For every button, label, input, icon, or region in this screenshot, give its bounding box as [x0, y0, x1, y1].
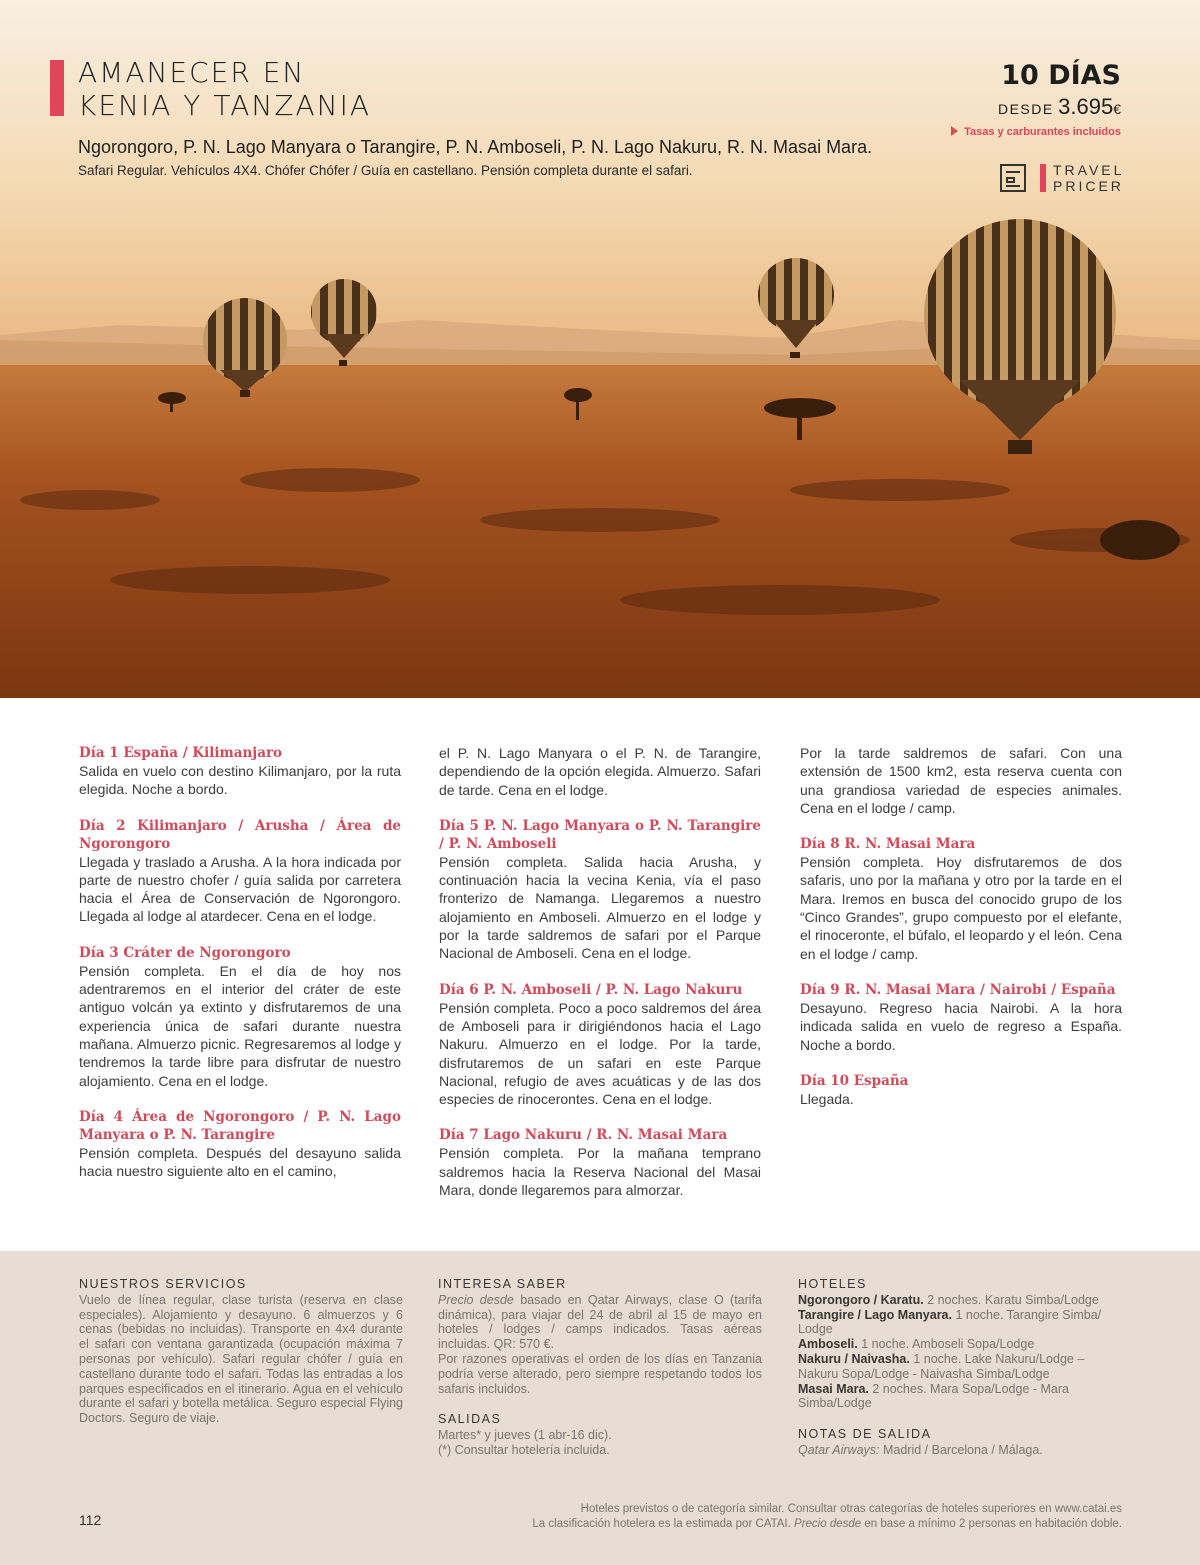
- day-text: el P. N. Lago Manyara o el P. N. de Tarangire, dependiendo de la opción elegida. Almuerzo. Safari de tarde. Cena en el lodge.: [439, 745, 761, 798]
- itinerary-column-3: [800, 744, 1122, 1126]
- hotel-entry: Ngorongoro / Karatu. 2 noches. Karatu Simba/Lodge: [798, 1292, 1099, 1307]
- pricer-line-1: TRAVEL: [1053, 162, 1125, 178]
- good-to-know-text-2: Por razones operativas el orden de los días en Tanzania podría verse alterado, pero siempre respetando todos los safaris incluidos.: [438, 1351, 762, 1396]
- taxes-included-note: [951, 126, 1121, 138]
- footer-note-line-1: Hoteles previstos o de categoría similar. Consultar otras categorías de hoteles superiores en www.catai.es: [580, 1503, 1122, 1515]
- day-title: Día 6 P. N. Amboseli / P. N. Lago Nakuru: [439, 981, 743, 998]
- itinerary-day-3: [79, 944, 401, 1090]
- trip-duration: 10 DÍAS: [1001, 60, 1121, 91]
- hotel-entry: Tarangire / Lago Manyara. 1 noche. Tarangire Simba/ Lodge: [798, 1307, 1102, 1337]
- day-title: Día 7 Lago Nakuru / R. N. Masai Mara: [439, 1127, 728, 1144]
- price-line: [998, 94, 1121, 120]
- good-to-know-heading: INTERESA SABER: [438, 1277, 567, 1291]
- day-title: Día 9 R. N. Masai Mara / Nairobi / España: [800, 981, 1116, 998]
- footer-note-line-2: La clasificación hotelera es la estimada por CATAI. Precio desde en base a mínimo 2 personas en habitación doble.: [532, 1518, 1122, 1530]
- itinerary-column-1: [79, 744, 401, 1198]
- title-line-2: KENIA Y TANZANIA: [78, 89, 372, 122]
- day-text: Llegada.: [800, 1090, 854, 1107]
- day-text: Llegada y traslado a Arusha. A la hora indicada por parte de nuestro chofer / guía salida por carretera hacia el Área de Conservación de Ngorongoro. Llegada al lodge al atardecer. Cena en el lodge.: [79, 853, 401, 925]
- taxes-included-text: Tasas y carburantes incluidos: [964, 126, 1121, 138]
- footer-note: [532, 1502, 1122, 1532]
- day-text: Pensión completa. Después del desayuno salida hacia nuestro siguiente alto en el camino,: [79, 1144, 401, 1180]
- services-heading: NUESTROS SERVICIOS: [79, 1277, 247, 1291]
- price-desde-label: DESDE: [997, 101, 1054, 117]
- day-text: Salida en vuelo con destino Kilimanjaro, por la ruta elegida. Noche a bordo.: [79, 763, 401, 798]
- day-title: Día 2 Kilimanjaro / Arusha / Área de Ngorongoro: [79, 817, 401, 852]
- itinerary-day-5: [439, 817, 761, 963]
- hotels-column: [798, 1277, 1122, 1458]
- calculator-icon: [1000, 164, 1026, 192]
- itinerary-day-9: [800, 981, 1122, 1054]
- itinerary-day-6: [439, 981, 761, 1109]
- pricer-line-2: PRICER: [1053, 178, 1124, 194]
- itinerary-day-4: [79, 1108, 401, 1181]
- good-to-know-text: Precio desde basado en Qatar Airways, clase O (tarifa dinámica), para viajar del 24 de abril al 15 de mayo en hoteles / lodges / camps indicados. Tasas aéreas incluidas. QR: 570 €.: [438, 1292, 762, 1352]
- price-currency: €: [1113, 101, 1121, 117]
- day-text: Pensión completa. Por la mañana temprano saldremos hacia la Reserva Nacional del Masai Mara, donde llegaremos para almorzar.: [439, 1145, 761, 1199]
- day-text: Por la tarde saldremos de safari. Con una extensión de 1500 km2, esta reserva cuenta con una grandiosa variedad de especies animales. Cena en el lodge / camp.: [800, 745, 1122, 816]
- day-text: Pensión completa. Hoy disfrutaremos de dos safaris, uno por la mañana y otro por la tarde en el Mara. Iremos en busca del conocido grupo de los “Cinco Grandes”, grupo compuesto por el elefante, el rinoceronte, el búfalo, el leopardo y el león. Cena en el lodge / camp.: [800, 854, 1122, 962]
- day-text: Pensión completa. Poco a poco saldremos del área de Amboseli para ir dirigiéndonos hacia el Lago Nakuru. Almuerzo en el lodge. Por la tarde, disfrutaremos de un safari en este Parque Nacional, refugio de aves acuáticas y de las dos especies de rinocerontes. Cena en el lodge.: [439, 999, 761, 1108]
- itinerary-day-4-continued: [439, 744, 761, 799]
- hotel-entry: Amboseli. 1 noche. Amboseli Sopa/Lodge: [798, 1337, 1035, 1352]
- day-title: Día 1 España / Kilimanjaro: [79, 745, 283, 761]
- day-title: Día 3 Cráter de Ngorongoro: [79, 944, 291, 961]
- day-text: Pensión completa. Salida hacia Arusha, y continuación hacia la vecina Kenia, vía el paso fronterizo de Namanga. Llegaremos a nuestro alojamiento en Amboseli. Almuerzo en el lodge y por la tarde saldremos de safari por el Parque Nacional de Amboseli. Cena en el lodge.: [439, 853, 761, 962]
- pricer-accent-bar: [1040, 164, 1046, 192]
- arrow-right-icon: [951, 126, 958, 136]
- itinerary-day-1: [79, 744, 401, 799]
- itinerary-column-2: [439, 744, 761, 1217]
- departures-text: Martes* y jueves (1 abr-16 dic).: [438, 1428, 612, 1443]
- day-text: Pensión completa. En el día de hoy nos adentraremos en el interior del cráter de este antiguo volcán ya extinto y disfrutaremos de una experiencia única de safari durante nuestra mañana. Almuerzo picnic. Regresaremos al lodge y tendremos la tarde libre para disfrutar de nuestro alojamiento. Cena en el lodge.: [79, 962, 401, 1089]
- hotel-entry: Nakuru / Naivasha. 1 noche. Lake Nakuru/Lodge – Nakuru Sopa/Lodge - Naivasha Simba/Lodge: [798, 1351, 1085, 1381]
- title-accent-bar: [50, 60, 64, 116]
- page-number: 112: [79, 1512, 102, 1528]
- price-amount: 3.695: [1058, 94, 1114, 119]
- day-title: Día 4 Área de Ngorongoro / P. N. Lago Manyara o P. N. Tarangire: [79, 1108, 401, 1143]
- safari-info: Safari Regular. Vehículos 4X4. Chófer Chófer / Guía en castellano. Pensión completa durante el safari.: [78, 163, 693, 178]
- page-title: [78, 56, 371, 122]
- day-title: Día 5 P. N. Lago Manyara o P. N. Tarangire / P. N. Amboseli: [439, 817, 761, 852]
- itinerary-day-8: [800, 835, 1122, 963]
- hotel-entry: Masai Mara. 2 noches. Mara Sopa/Lodge - Mara Simba/Lodge: [798, 1381, 1069, 1411]
- departures-note: (*) Consultar hotelería incluida.: [438, 1442, 610, 1457]
- day-text: Desayuno. Regreso hacia Nairobi. A la hora indicada salida en vuelo de regreso a España. Noche a bordo.: [800, 999, 1122, 1053]
- services-text: Vuelo de línea regular, clase turista (reserva en clase especiales). Alojamiento y desayuno. 6 almuerzos y 6 cenas (bebidas no incluidas). Transporte en 4x4 durante el safari con ventana garantizada (ocupación máxima 7 personas por vehículo). Safari regular chófer / guía en castellano durante todo el safari. Todas las entradas a los parques especificados en el itinerario. Agua en el vehículo durante el safari y botella metálica. Seguro especial Flying Doctors. Seguro de viaje.: [79, 1292, 403, 1426]
- route-subtitle: Ngorongoro, P. N. Lago Manyara o Tarangire, P. N. Amboseli, P. N. Lago Nakuru, R. N. Masai Mara.: [78, 137, 873, 157]
- itinerary-day-10: [800, 1072, 1122, 1108]
- hotels-heading: HOTELES: [798, 1277, 867, 1291]
- travel-pricer-logo[interactable]: [1053, 162, 1124, 194]
- departure-notes-text: Qatar Airways: Madrid / Barcelona / Málaga.: [798, 1442, 1043, 1457]
- day-title: Día 8 R. N. Masai Mara: [800, 836, 976, 853]
- good-to-know-column: [438, 1277, 762, 1458]
- title-line-1: AMANECER EN: [78, 56, 306, 89]
- itinerary-day-7: [439, 1126, 761, 1199]
- departure-notes-heading: NOTAS DE SALIDA: [798, 1427, 932, 1442]
- itinerary-day-2: [79, 817, 401, 926]
- services-column: [79, 1277, 403, 1426]
- day-title: Día 10 España: [800, 1072, 909, 1089]
- itinerary-day-7-continued: [800, 744, 1122, 817]
- departures-heading: SALIDAS: [438, 1412, 502, 1427]
